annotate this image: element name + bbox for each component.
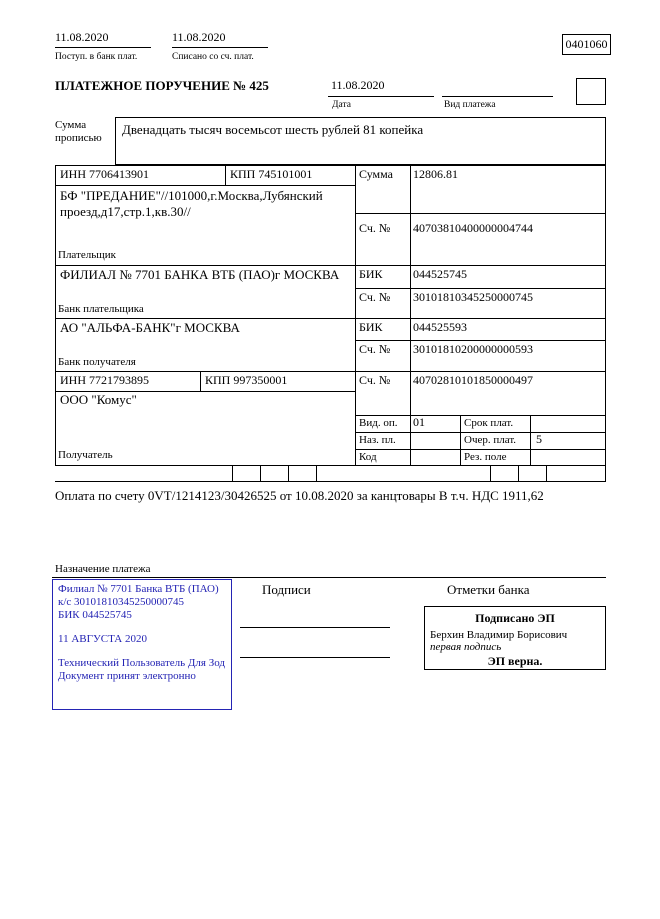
esign-signer: Берхин Владимир Борисович xyxy=(430,629,568,641)
bank-stamp-accepted: Документ принят электронно xyxy=(58,670,196,682)
esign-box xyxy=(424,606,606,670)
reserve-label: Рез. поле xyxy=(464,451,507,463)
bank-stamp-branch: Филиал № 7701 Банка ВТБ (ПАО) xyxy=(58,583,219,595)
payee-name: ООО "Комус" xyxy=(60,392,137,407)
date-debited-label: Списано со сч. плат. xyxy=(172,52,254,62)
table-border-line xyxy=(355,213,606,214)
esign-verified: ЭП верна. xyxy=(487,654,543,668)
table-border-line xyxy=(605,165,606,465)
payment-purpose-text: Оплата по счету 0VT/1214123/30426525 от 10.08.2020 за канцтовары В т.ч. НДС 1911,62 xyxy=(55,488,544,503)
signature-line xyxy=(240,657,390,658)
bank-stamp-bik: БИК 044525745 xyxy=(58,609,132,621)
payer-section-label: Плательщик xyxy=(58,249,116,261)
op-type-label: Вид. оп. xyxy=(359,417,398,429)
payee-section-label: Получатель xyxy=(58,449,113,461)
purpose-code-label: Наз. пл. xyxy=(359,434,396,446)
payee-bank-account: 30101810200000000593 xyxy=(413,342,533,356)
tick-cell-line xyxy=(518,465,519,481)
order-value: 5 xyxy=(536,432,542,446)
payer-bank-account-label: Сч. № xyxy=(359,290,391,304)
tick-cell-line xyxy=(490,465,491,481)
date-received-label: Поступ. в банк плат. xyxy=(55,52,138,62)
tick-cell-line xyxy=(288,465,289,481)
bank-stamp-date: 11 АВГУСТА 2020 xyxy=(58,633,147,645)
date-debited-underline xyxy=(172,47,268,48)
table-border-line xyxy=(200,371,201,391)
op-type-value: 01 xyxy=(413,415,425,429)
payer-inn: ИНН 7706413901 xyxy=(60,167,149,181)
table-border-line xyxy=(410,165,411,465)
payment-type-label: Вид платежа xyxy=(444,100,496,110)
payee-bank-bik-label: БИК xyxy=(359,320,383,334)
payee-kpp: КПП 997350001 xyxy=(205,373,288,387)
payee-account: 40702810101850000497 xyxy=(413,373,533,387)
table-border-line xyxy=(355,288,606,289)
document-title: ПЛАТЕЖНОЕ ПОРУЧЕНИЕ № 425 xyxy=(55,78,269,93)
payment-type-underline xyxy=(442,96,553,97)
table-border-line xyxy=(55,165,606,166)
table-border-line xyxy=(355,432,606,433)
date-received: 11.08.2020 xyxy=(55,30,109,44)
amount-in-words-label: Сумма прописью xyxy=(55,119,102,144)
form-code: 0401060 xyxy=(565,37,608,51)
bank-stamp-corr-account: к/с 30101810345250000745 xyxy=(58,596,185,608)
table-border-line xyxy=(55,265,606,266)
payee-inn: ИНН 7721793895 xyxy=(60,373,149,387)
payee-bank-bik: 044525593 xyxy=(413,320,467,334)
payee-bank-account-label: Сч. № xyxy=(359,342,391,356)
table-border-line xyxy=(225,165,226,185)
table-border-line xyxy=(355,340,606,341)
bank-stamp-box xyxy=(52,579,232,710)
form-code-box xyxy=(562,34,611,55)
amount-in-words: Двенадцать тысяч восемьсот шесть рублей 81 копейка xyxy=(122,122,424,137)
term-label: Срок плат. xyxy=(464,417,514,429)
bank-marks-label: Отметки банка xyxy=(447,582,530,597)
esign-title: Подписано ЭП xyxy=(475,611,555,625)
payee-account-label: Сч. № xyxy=(359,373,391,387)
table-border-line xyxy=(355,415,606,416)
payer-account-label: Сч. № xyxy=(359,221,391,235)
tick-cell-line xyxy=(546,465,547,481)
payment-type-box xyxy=(576,78,606,105)
payer-bank-account: 30101810345250000745 xyxy=(413,290,533,304)
signature-line xyxy=(240,627,390,628)
document-date-underline xyxy=(328,96,434,97)
payee-bank-name: АО "АЛЬФА-БАНК"г МОСКВА xyxy=(60,320,240,335)
tick-row-bottom-line xyxy=(55,481,606,482)
payer-kpp: КПП 745101001 xyxy=(230,167,313,181)
payer-bank-bik: 044525745 xyxy=(413,267,467,281)
table-border-line xyxy=(55,371,606,372)
tick-cell-line xyxy=(232,465,233,481)
sum-label: Сумма xyxy=(359,167,393,181)
table-border-line xyxy=(530,415,531,465)
sum-value: 12806.81 xyxy=(413,167,458,181)
payer-account: 40703810400000004744 xyxy=(413,221,533,235)
payer-bank-section-label: Банк плательщика xyxy=(58,303,144,315)
tick-cell-line xyxy=(605,465,606,481)
payer-bank-bik-label: БИК xyxy=(359,267,383,281)
document-date: 11.08.2020 xyxy=(331,78,385,92)
table-border-line xyxy=(55,318,606,319)
payment-purpose-label: Назначение платежа xyxy=(55,563,151,575)
table-border-line xyxy=(460,415,461,465)
bank-stamp-user: Технический Пользователь Для Зод xyxy=(58,657,226,669)
signatures-label: Подписи xyxy=(262,582,311,597)
code-label: Код xyxy=(359,451,377,463)
purpose-underline xyxy=(52,577,606,578)
payer-name: БФ "ПРЕДАНИЕ"//101000,г.Москва,Лубянский проезд,д17,стр.1,кв.30// xyxy=(60,188,323,219)
table-border-line xyxy=(55,165,56,465)
table-border-line xyxy=(55,465,606,466)
table-border-line xyxy=(55,185,356,186)
date-received-underline xyxy=(55,47,151,48)
amount-in-words-box xyxy=(115,117,606,165)
table-border-line xyxy=(355,449,606,450)
date-debited: 11.08.2020 xyxy=(172,30,226,44)
tick-cell-line xyxy=(260,465,261,481)
document-date-label: Дата xyxy=(332,100,351,110)
payer-bank-name: ФИЛИАЛ № 7701 БАНКА ВТБ (ПАО)г МОСКВА xyxy=(60,267,340,282)
tick-cell-line xyxy=(316,465,317,481)
order-label: Очер. плат. xyxy=(464,434,517,446)
payee-bank-section-label: Банк получателя xyxy=(58,356,136,368)
esign-signature-type: первая подпись xyxy=(430,641,502,653)
table-border-line xyxy=(355,165,356,465)
